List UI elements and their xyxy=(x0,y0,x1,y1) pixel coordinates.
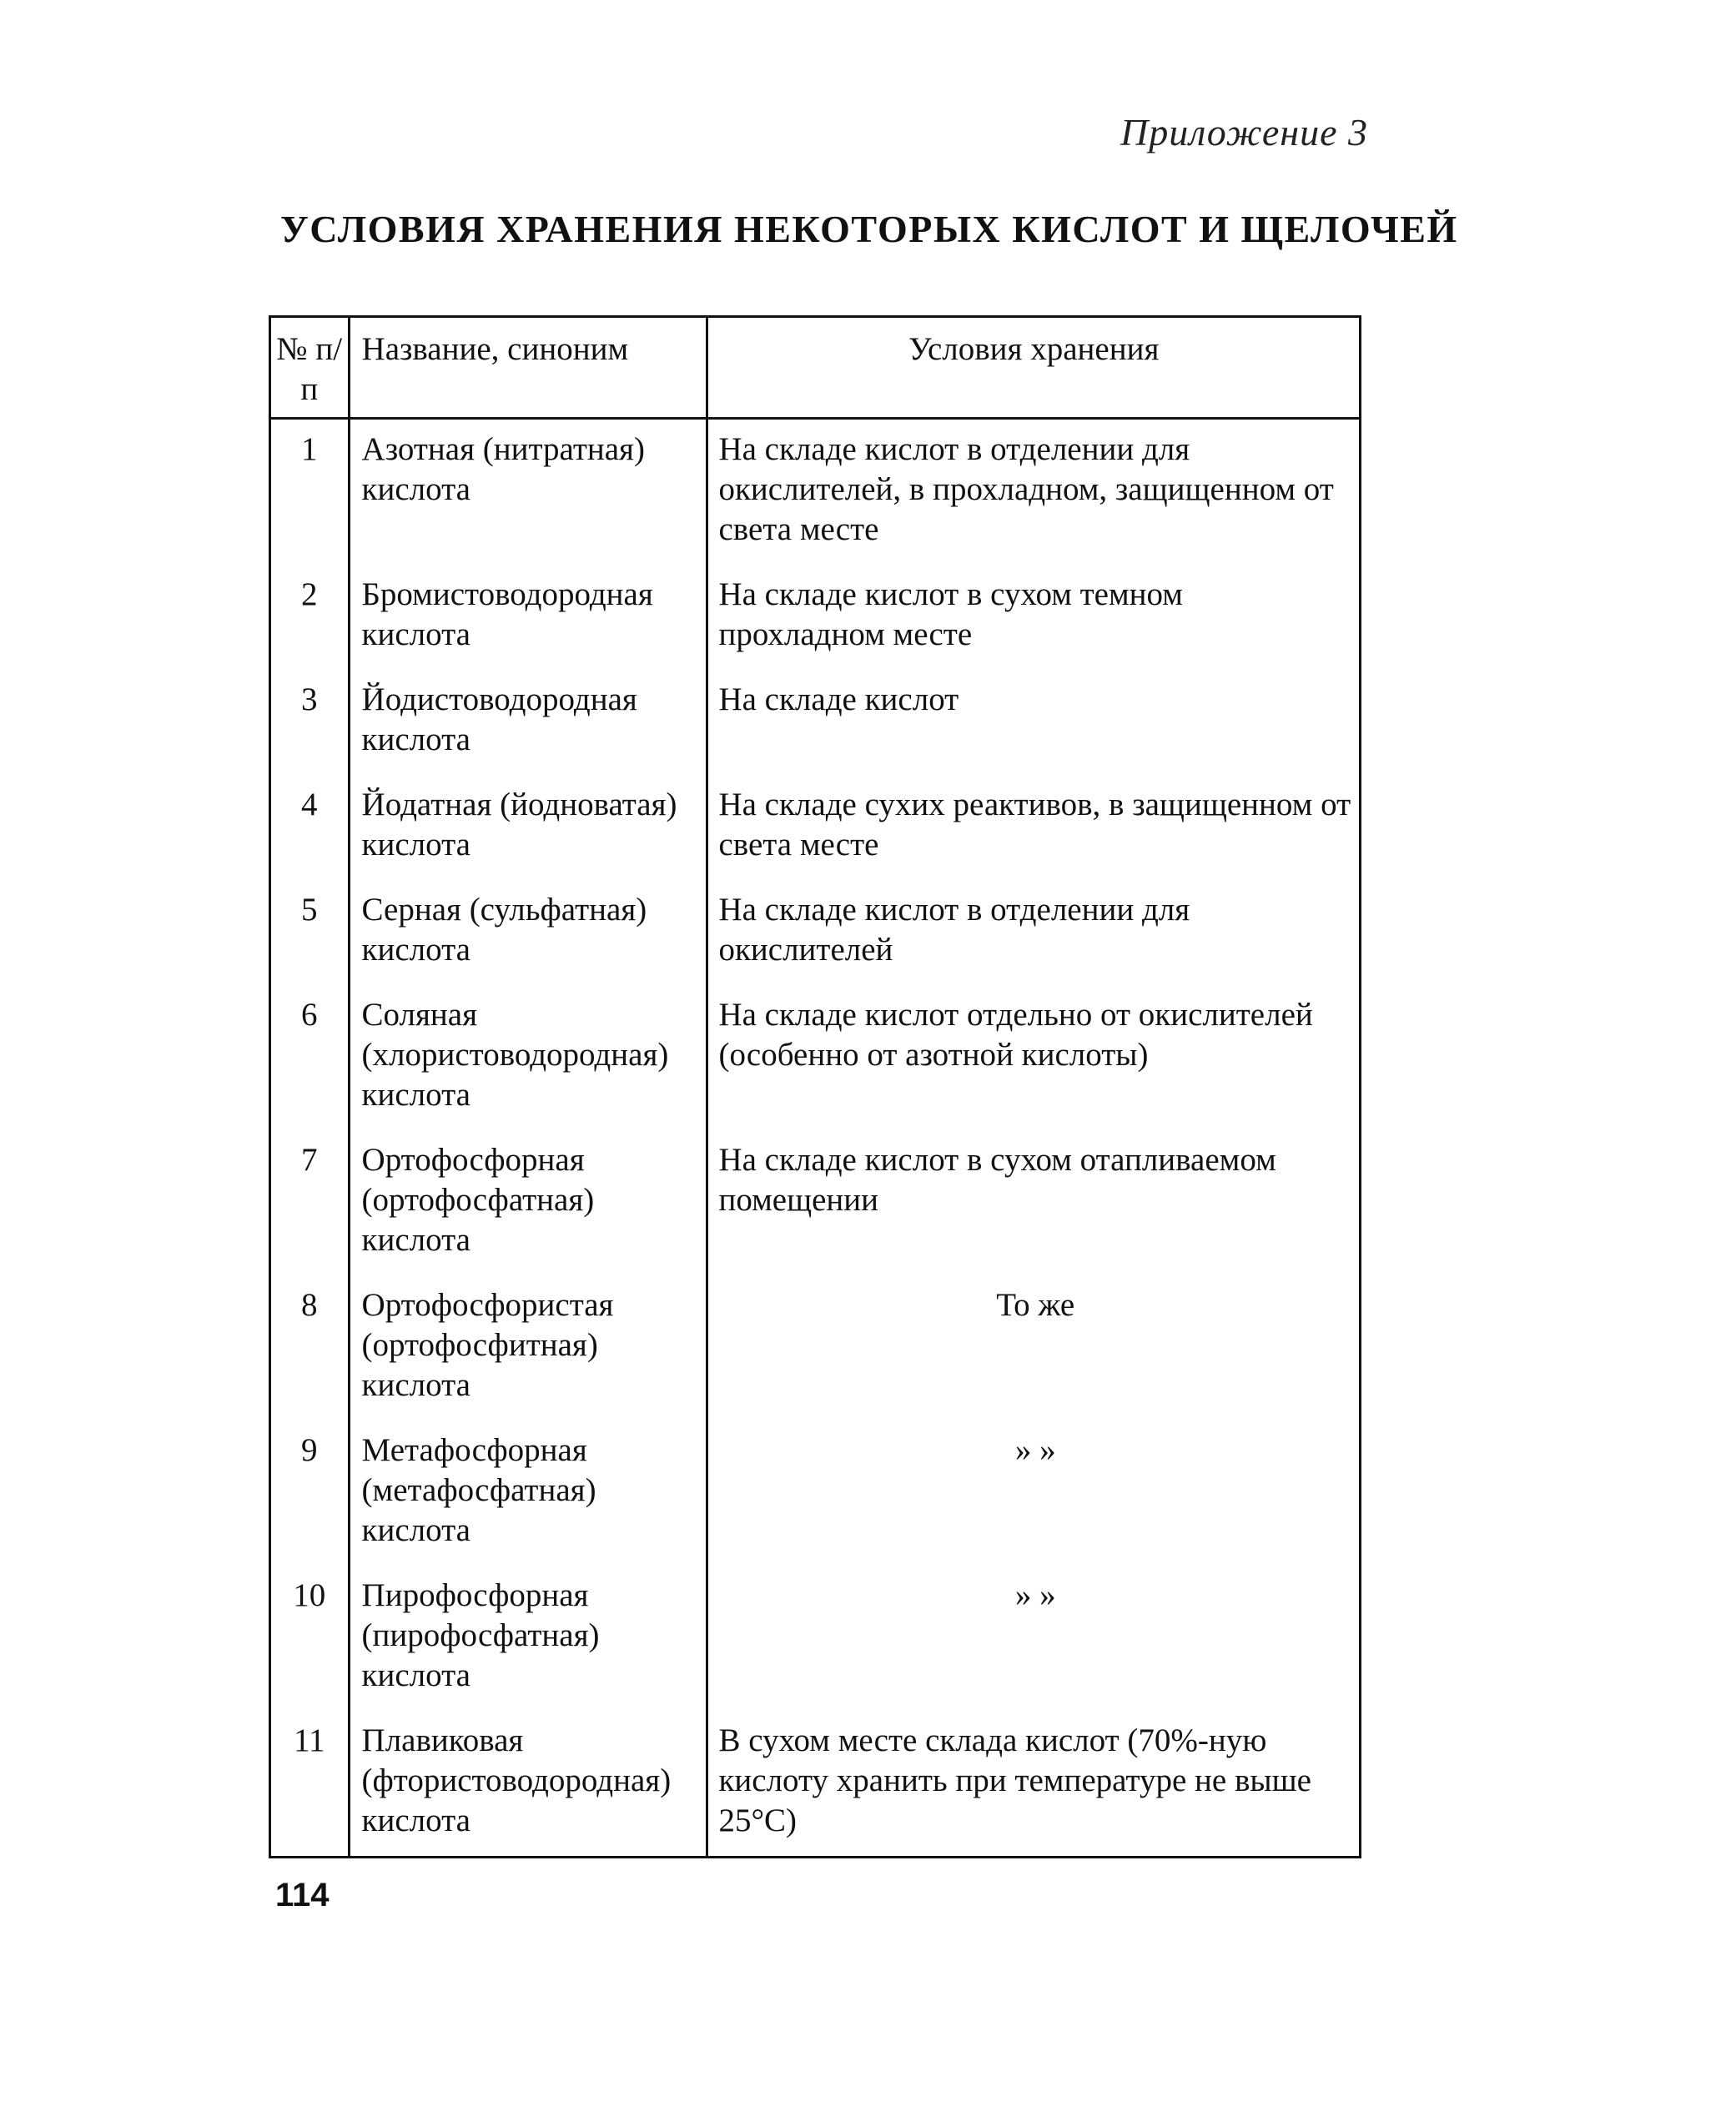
storage-conditions: На складе кислот в сухом отапливаемом помещении xyxy=(707,1130,1361,1275)
row-number: 3 xyxy=(270,670,350,775)
page-title: УСЛОВИЯ ХРАНЕНИЯ НЕКОТОРЫХ КИСЛОТ И ЩЕЛОЧЕЙ xyxy=(280,208,1458,250)
row-number: 10 xyxy=(270,1566,350,1711)
storage-conditions: То же xyxy=(707,1275,1361,1421)
acid-name: Ортофосфористая (ортофосфитная) кислота xyxy=(349,1275,707,1421)
storage-conditions: На складе кислот в сухом темном прохладном месте xyxy=(707,565,1361,670)
storage-conditions: На складе сухих реактивов, в защищенном от света месте xyxy=(707,775,1361,880)
table-row xyxy=(270,1275,1361,1421)
table-row xyxy=(270,775,1361,880)
row-number: 5 xyxy=(270,880,350,985)
header-num: № п/п xyxy=(270,317,350,419)
acid-name: Плавиковая (фтористоводородная) кислота xyxy=(349,1711,707,1858)
acid-name: Ортофосфорная (ортофосфатная) кислота xyxy=(349,1130,707,1275)
row-number: 2 xyxy=(270,565,350,670)
header-name: Название, синоним xyxy=(349,317,707,419)
table-row xyxy=(270,985,1361,1130)
storage-conditions: » » xyxy=(707,1566,1361,1711)
acid-name: Серная (сульфатная) кислота xyxy=(349,880,707,985)
table-body xyxy=(270,419,1361,1858)
table-row xyxy=(270,880,1361,985)
running-header: Приложение 3 xyxy=(1120,111,1368,153)
table-row xyxy=(270,1421,1361,1566)
header-conditions: Условия хранения xyxy=(707,317,1361,419)
acid-name: Метафосфорная (метафосфатная) кислота xyxy=(349,1421,707,1566)
table-header-row xyxy=(270,317,1361,419)
table-row xyxy=(270,670,1361,775)
row-number: 1 xyxy=(270,419,350,566)
acid-name: Пирофосфорная (пирофосфатная) кислота xyxy=(349,1566,707,1711)
row-number: 8 xyxy=(270,1275,350,1421)
storage-conditions: В сухом месте склада кислот (70%-ную кислоту хранить при температуре не выше 25°С) xyxy=(707,1711,1361,1858)
row-number: 11 xyxy=(270,1711,350,1858)
row-number: 9 xyxy=(270,1421,350,1566)
table-row xyxy=(270,1711,1361,1858)
table-row xyxy=(270,1130,1361,1275)
acid-name: Азотная (нитратная) кислота xyxy=(349,419,707,566)
storage-conditions: На складе кислот в отделении для окислителей, в прохладном, защищенном от света месте xyxy=(707,419,1361,566)
acid-name: Йодатная (йодноватая) кислота xyxy=(349,775,707,880)
table-row xyxy=(270,1566,1361,1711)
storage-conditions: На складе кислот в отделении для окислителей xyxy=(707,880,1361,985)
acid-name: Йодистоводородная кислота xyxy=(349,670,707,775)
acid-name: Бромистоводородная кислота xyxy=(349,565,707,670)
storage-conditions-table xyxy=(269,315,1361,1858)
storage-conditions: На складе кислот отдельно от окислителей (особенно от азотной кислоты) xyxy=(707,985,1361,1130)
storage-conditions: » » xyxy=(707,1421,1361,1566)
page-number: 114 xyxy=(275,1877,330,1913)
row-number: 7 xyxy=(270,1130,350,1275)
table-row xyxy=(270,565,1361,670)
acid-name: Соляная (хлористоводородная) кислота xyxy=(349,985,707,1130)
table-row xyxy=(270,419,1361,566)
row-number: 4 xyxy=(270,775,350,880)
row-number: 6 xyxy=(270,985,350,1130)
storage-conditions: На складе кислот xyxy=(707,670,1361,775)
